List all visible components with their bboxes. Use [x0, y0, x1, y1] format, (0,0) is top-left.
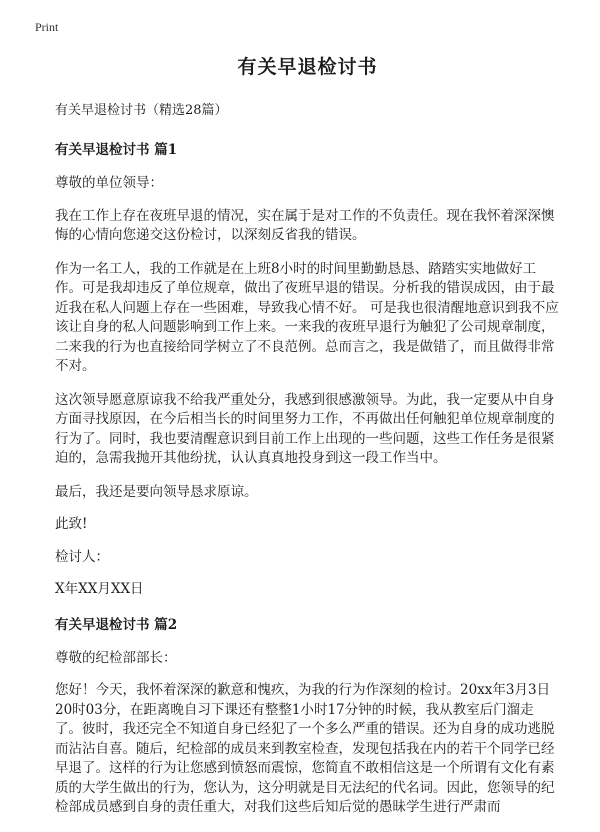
document-subtitle: 有关早退检讨书（精选28篇）: [55, 103, 228, 118]
paragraph: 作为一名工人，我的工作就是在上班8小时的时间里勤勤恳恳、踏踏实实地做好工作。可是我却违反了单位规章，做出了夜班早退的错误。分析我的错误成因，由于最近我在私人问题上存在一些困难，导致我心情不好。 可是我也很清醒地意识到我不应该让自身的私人问题影响到工作上来。一来我的夜班早退行为触犯了公司规章制度，二来我的行为也直接给同学树立了不良范例。总而言之，我是做错了，而且做得非常不对。: [55, 260, 559, 374]
paragraph: 最后，我还是要向领导恳求原谅。: [55, 483, 258, 500]
section-heading: 有关早退检讨书 篇1: [55, 142, 178, 158]
closing: 此致!: [55, 516, 88, 532]
salutation: 尊敬的单位领导：: [55, 175, 163, 191]
signature-label: 检讨人：: [55, 548, 109, 565]
print-link[interactable]: Print: [35, 20, 59, 34]
paragraph: 我在工作上存在夜班早退的情况，实在属于是对工作的不负责任。现在我怀着深深懊悔的心情向您递交这份检讨，以深刻反省我的错误。: [55, 207, 555, 243]
section-heading: 有关早退检讨书 篇2: [55, 616, 178, 633]
paragraph: 您好！今天，我怀着深深的歉意和愧疚，为我的行为作深刻的检讨。20xx年3月3日20时03分，在距离晚自习下课还有整整1小时17分钟的时候，我从教室后门溜走了。彼时，我还完全不知道自身已经犯了一个多么严重的错误。还为自身的成功逃脱而沾沾自喜。随后，纪检部的成员来到教室检查，发现包括我在内的若干个同学已经早退了。这样的行为让您感到愤怒而震惊，您简直不敢相信这是一个所谓有文化有素质的大学生做出的行为，您认为，这分明就是目无法纪的代名词。因此，您领导的纪检部成员感到自身的责任重大，对我们这些后知后觉的愚昧学生进行严肃而: [55, 682, 555, 815]
salutation: 尊敬的纪检部部长：: [55, 649, 177, 666]
date-line: X年XX月XX日: [55, 581, 144, 597]
paragraph: 这次领导愿意原谅我不给我严重处分，我感到很感激领导。为此，我一定要从中自身方面寻找原因，在今后相当长的时间里努力工作，不再做出任何触犯单位规章制度的行为了。同时，我也要清醒意识到目前工作上出现的一些问题，这些工作任务是很紧迫的，急需我抛开其他纷扰，认认真真地投身到这一段工作当中。: [55, 391, 555, 466]
document-title: 有关早退检讨书: [237, 56, 378, 78]
document-body: [55, 52, 560, 832]
